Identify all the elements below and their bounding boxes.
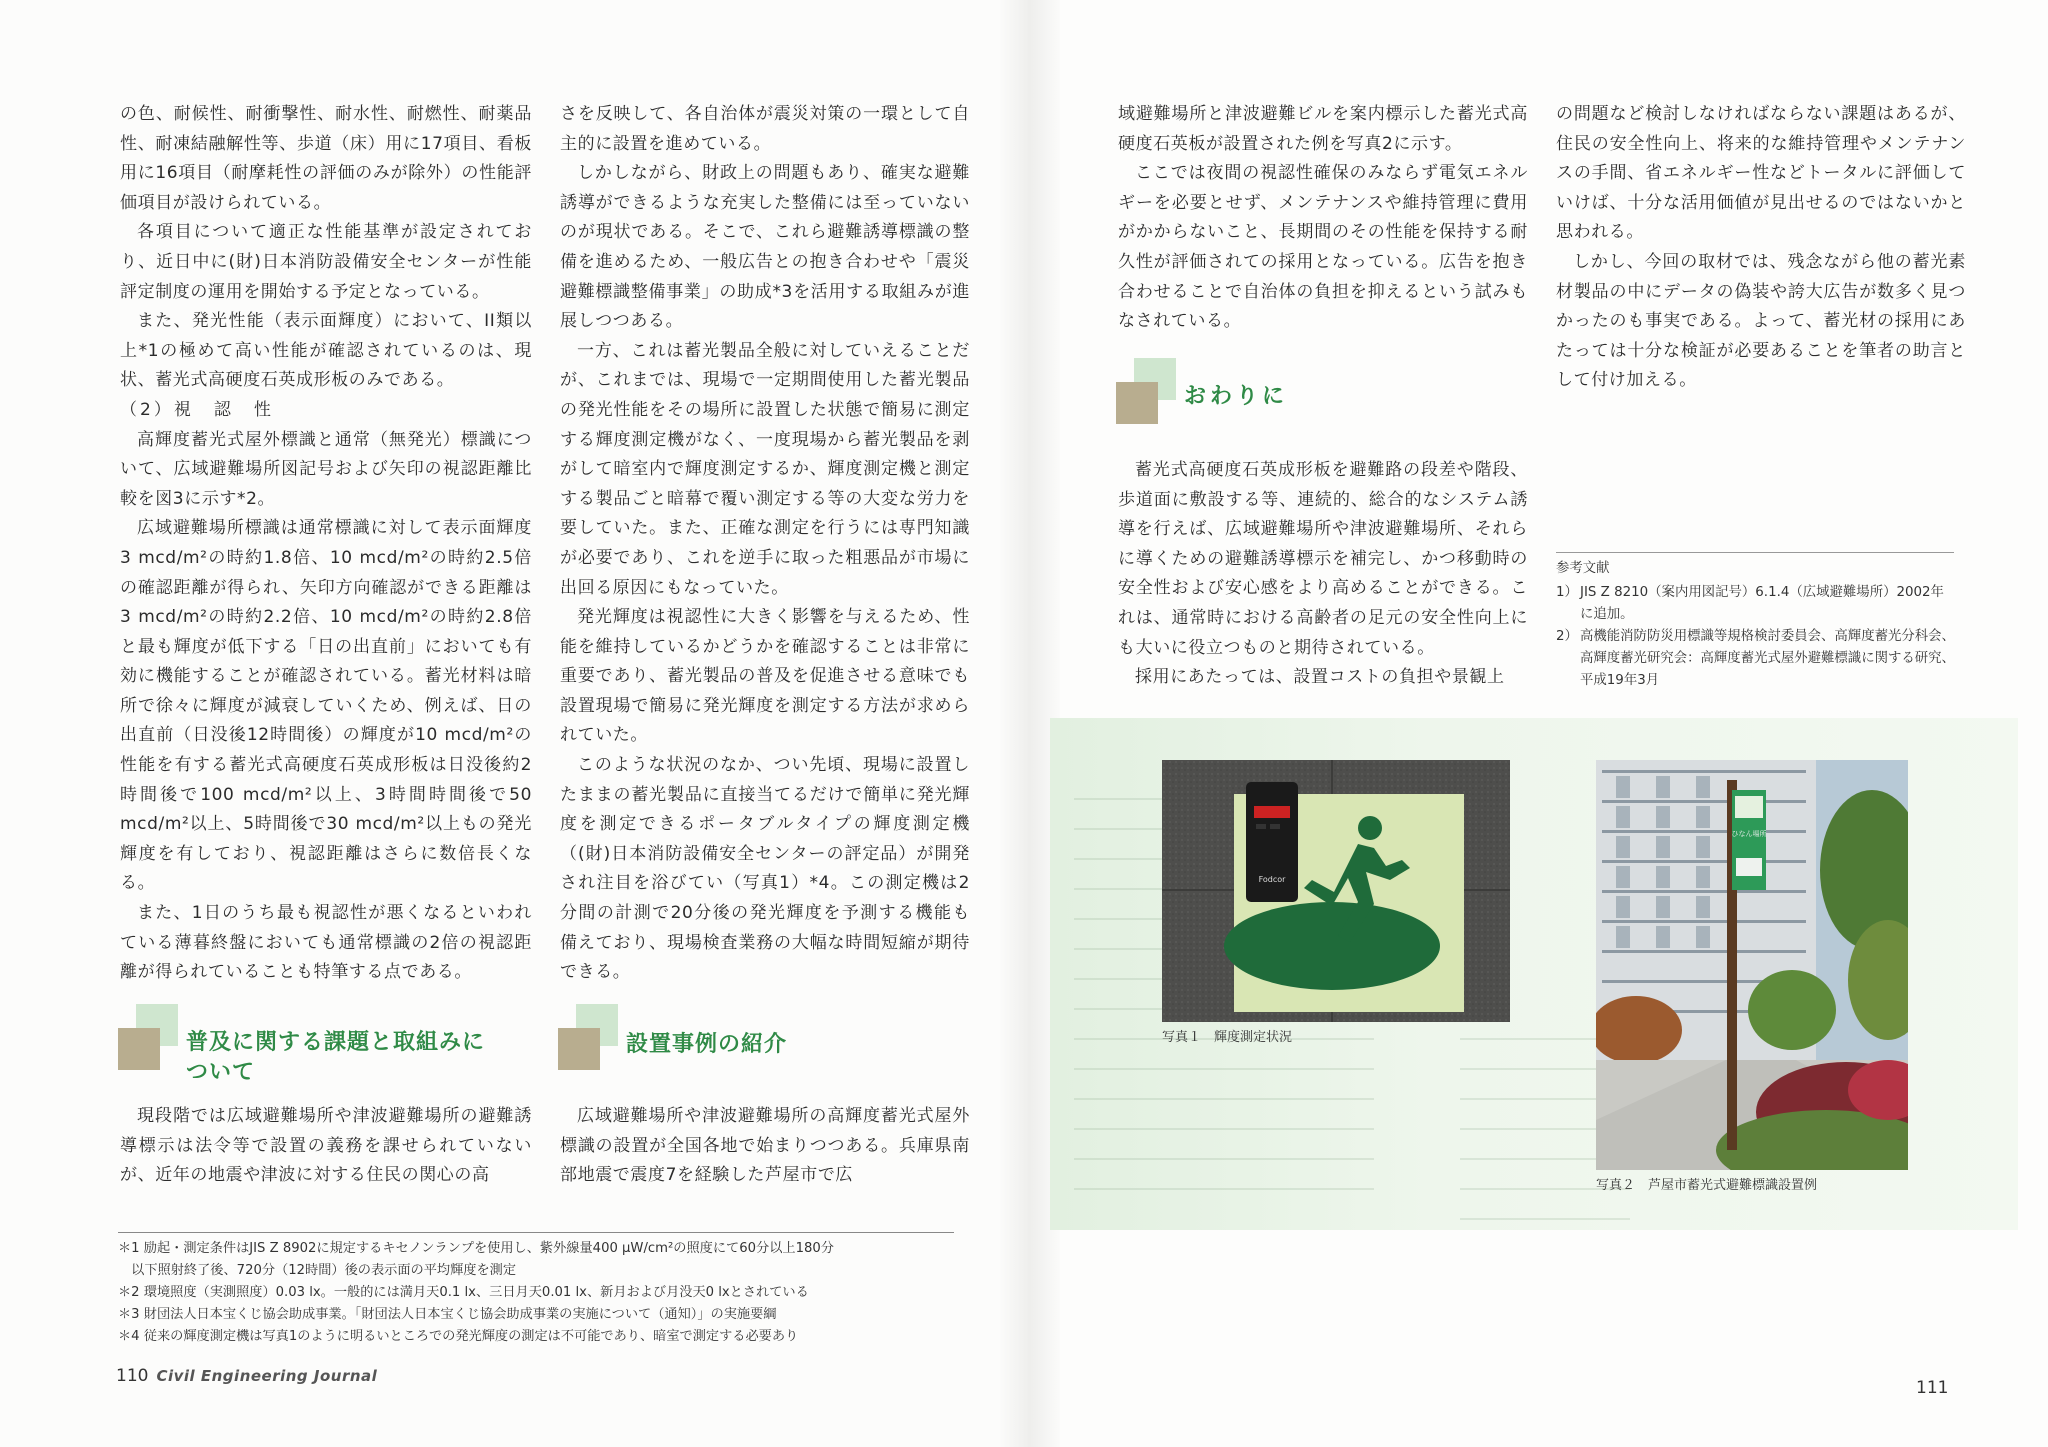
right-column-2 bbox=[1556, 100, 1966, 396]
section-heading-examples bbox=[558, 1004, 978, 1094]
paragraph: 発光輝度は視認性に大きく影響を与えるため、性能を維持しているかどうかを確認することは非常に重要であり、蓄光製品の普及を促進させる意味でも設置現場で簡易に発光輝度を測定する方法が求められていた。 bbox=[560, 607, 970, 746]
paragraph: 域避難場所と津波避難ビルを案内標示した蓄光式高硬度石英板が設置された例を写真2に示す。 bbox=[1118, 104, 1528, 154]
references-title: 参考文献 bbox=[1556, 561, 1610, 576]
paragraph: 広域避難場所や津波避難場所の高輝度蓄光式屋外標識の設置が全国各地で始まりつつある。兵庫県南部地震で震度7を経験した芦屋市で広 bbox=[560, 1106, 970, 1186]
paragraph: 広域避難場所標識は通常標識に対して表示面輝度3 mcd/m²の時約1.8倍、10 mcd/m²の時約2.5倍の確認距離が得られ、矢印方向確認ができる距離は3 mcd/m²の時約2.2倍、10 mcd/m²の時約2.8倍と最も輝度が低下する「日の出直前」においても有効に機能することが確認されている。蓄光材料は暗所で徐々に輝度が減衰していくため、例えば、日の出直前（日没後12時間後）の輝度が10 mcd/m²の性能を有する蓄光式高硬度石英成形板は日没後約2時間後で100 mcd/m²以上、3時間時間後で50 mcd/m²以上、5時間後で30 mcd/m²以上もの発光輝度を有しており、視認距離はさらに数倍長くなる。 bbox=[120, 518, 532, 894]
heading-square-dark bbox=[118, 1028, 160, 1070]
paragraph: の色、耐候性、耐衝撃性、耐水性、耐燃性、耐薬品性、耐凍結融解性等、歩道（床）用に17項目、看板用に16項目（耐摩耗性の評価のみが除外）の性能評価項目が設けられている。 bbox=[120, 104, 532, 213]
footnote: 以下照射終了後、720分（12時間）後の表示面の平均輝度を測定 bbox=[118, 1263, 517, 1278]
right-column-1 bbox=[1118, 100, 1528, 337]
references-rule bbox=[1556, 552, 1954, 553]
paragraph: の問題など検討しなければならない課題はあるが、住民の安全性向上、将来的な維持管理やメンテナンスの手間、省エネルギー性などトータルに評価していけば、十分な活用価値が見出せるのではないかと思われる。 bbox=[1556, 104, 1966, 243]
footnote: ＊3 財団法人日本宝くじ協会助成事業。「財団法人日本宝くじ協会助成事業の実施について（通知）」の実施要綱 bbox=[118, 1307, 777, 1322]
left-folio bbox=[116, 1366, 377, 1386]
section-promotion-text bbox=[120, 1102, 532, 1191]
footnote: ＊2 環境照度（実測照度）0.03 lx。一般的には満月天0.1 lx、三日月天0.01 lx、新月および月没天0 lxとされている bbox=[118, 1285, 809, 1300]
section-heading-conclusion bbox=[1116, 358, 1536, 448]
section-title: おわりに bbox=[1184, 384, 1289, 409]
footnote: ＊1 励起・測定条件はJIS Z 8902に規定するキセノンランプを使用し、紫外線量400 μW/cm²の照度にて60分以上180分 bbox=[118, 1241, 834, 1256]
photo2-illustration bbox=[1596, 760, 1908, 1170]
paragraph: 採用にあたっては、設置コストの負担や景観上 bbox=[1135, 667, 1505, 688]
right-folio bbox=[1916, 1378, 1948, 1398]
paragraph: 各項目について適正な性能基準が設定されており、近日中に(財)日本消防設備安全センターが性能評定制度の運用を開始する予定となっている。 bbox=[120, 222, 532, 302]
reference-number: 2） bbox=[1556, 629, 1578, 644]
photo2-caption: 写真２ 芦屋市蓄光式避難標識設置例 bbox=[1596, 1178, 1818, 1193]
heading-square-dark bbox=[1116, 382, 1158, 424]
journal-name: Civil Engineering Journal bbox=[156, 1367, 378, 1385]
section-title: 普及に関する課題と取組みについて bbox=[186, 1030, 486, 1085]
paragraph: さを反映して、各自治体が震災対策の一環として自主的に設置を進めている。 bbox=[560, 104, 970, 154]
paragraph: また、発光性能（表示面輝度）において、II類以上*1の極めて高い性能が確認されているのは、現状、蓄光式高硬度石英成形板のみである。 bbox=[120, 311, 532, 391]
paragraph: また、1日のうち最も視認性が悪くなるといわれている薄暮終盤においても通常標識の2倍の視認距離が得られていることも特筆する点である。 bbox=[120, 903, 532, 983]
section-title: 設置事例の紹介 bbox=[626, 1032, 788, 1057]
left-column-2 bbox=[560, 100, 970, 988]
subsection-heading: （2）視 認 性 bbox=[120, 399, 274, 420]
paragraph: ここでは夜間の視認性確保のみならず電気エネルギーを必要とせず、メンテナンスや維持管理に費用がかからないこと、長期間のその性能を保持する耐久性が評価されての採用となっている。広告を抱き合わせることで自治体の負担を抑えるという試みもなされている。 bbox=[1118, 163, 1528, 332]
page-number: 111 bbox=[1916, 1378, 1949, 1398]
heading-square-dark bbox=[558, 1028, 600, 1070]
footnotes bbox=[118, 1238, 988, 1348]
section-examples-text bbox=[560, 1102, 970, 1191]
paragraph: 高輝度蓄光式屋外標識と通常（無発光）標識について、広域避難場所図記号および矢印の視認距離比較を図3に示す*2。 bbox=[120, 429, 532, 509]
section-conclusion-text bbox=[1118, 456, 1528, 693]
photo1-illustration bbox=[1162, 760, 1510, 1022]
paragraph: しかしながら、財政上の問題もあり、確実な避難誘導ができるような充実した整備には至っていないのが現状である。そこで、これら避難誘導標識の整備を進めるため、一般広告との抱き合わせや「震災避難標識整備事業」の助成*3を活用する取組みが進展しつつある。 bbox=[560, 163, 970, 332]
photo-ashiya-sign bbox=[1596, 760, 1908, 1170]
left-column-1 bbox=[120, 100, 532, 988]
reference-text: JIS Z 8210（案内用図記号）6.1.4（広域避難場所）2002年に追加。 bbox=[1580, 585, 1944, 622]
photo1-caption: 写真１ 輝度測定状況 bbox=[1162, 1030, 1293, 1045]
photo-luminance-measurement bbox=[1162, 760, 1510, 1022]
paragraph: 現段階では広域避難場所や津波避難場所の避難誘導標示は法令等で設置の義務を課せられていないが、近年の地震や津波に対する住民の関心の高 bbox=[120, 1106, 532, 1186]
paragraph: 蓄光式高硬度石英成形板を避難路の段差や階段、歩道面に敷設する等、連続的、総合的なシステム誘導を行えば、広域避難場所や津波避難場所、それらに導くための避難誘導標示を補完し、かつ移動時の安全性および安心感をより高めることができる。これは、通常時における高齢者の足元の安全性向上にも大いに役立つものと期待されている。 bbox=[1118, 460, 1528, 658]
paragraph: 一方、これは蓄光製品全般に対していえることだが、これまでは、現場で一定期間使用した蓄光製品の発光性能をその場所に設置した状態で簡易に測定する輝度測定機がなく、一度現場から蓄光製品を剥がして暗室内で輝度測定するか、輝度測定機と測定する製品ごと暗幕で覆い測定する等の大変な労力を要していた。また、正確な測定を行うには専門知識が必要であり、これを逆手に取った粗悪品が市場に出回る原因にもなっていた。 bbox=[560, 340, 970, 598]
reference-item bbox=[1556, 582, 1956, 626]
paragraph: しかし、今回の取材では、残念ながら他の蓄光素材製品の中にデータの偽装や誇大広告が数多く見つかったのも事実である。よって、蓄光材の採用にあたっては十分な検証が必要あることを筆者の助言として付け加える。 bbox=[1556, 251, 1966, 391]
sign-label: ひなん場所 bbox=[1731, 830, 1767, 838]
references bbox=[1556, 558, 1956, 692]
reference-text: 高機能消防防災用標識等規格検討委員会、高輝度蓄光分科会、高輝度蓄光研究会：高輝度蓄光式屋外避難標識に関する研究、平成19年3月 bbox=[1580, 629, 1955, 688]
paragraph: このような状況のなか、つい先頃、現場に設置したままの蓄光製品に直接当てるだけで簡単に発光輝度を測定できるポータブルタイプの輝度測定機（(財)日本消防設備安全センターの評定品）が開発され注目を浴びてい（写真1）*4。この測定機は2分間の計測で20分後の発光輝度を予測する機能も備えており、現場検査業務の大幅な時間短縮が期待できる。 bbox=[560, 755, 970, 983]
footnote-rule bbox=[118, 1232, 954, 1233]
footnote: ＊4 従来の輝度測定機は写真1のように明るいところでの発光輝度の測定は不可能であり、暗室で測定する必要あり bbox=[118, 1329, 799, 1344]
reference-number: 1） bbox=[1556, 585, 1578, 600]
reference-item bbox=[1556, 626, 1956, 692]
section-heading-promotion bbox=[118, 1004, 538, 1094]
meter-brand: Fodcor bbox=[1258, 875, 1286, 884]
page-number: 110 bbox=[116, 1366, 149, 1386]
